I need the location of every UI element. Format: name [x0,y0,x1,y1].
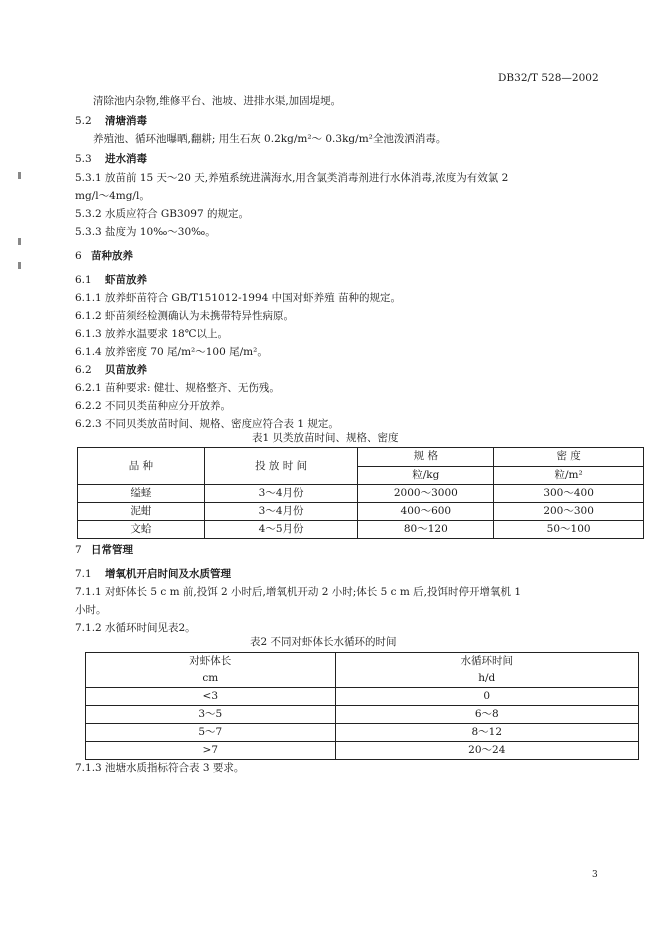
clause-6-1-3: 6.1.3 放养水温要求 18℃以上。 [75,328,228,340]
table-row [78,521,644,539]
table1-header-size: 规 格 [358,448,494,467]
heading-5-2: 5.2 清塘消毒 [75,115,147,127]
table2 [85,652,639,760]
table-cell: 50～100 [494,521,644,539]
clause-6-1-4: 6.1.4 放养密度 70 尾/m²～100 尾/m²。 [75,346,268,358]
heading-5-3: 5.3 进水消毒 [75,153,147,165]
table2-header-length-unit: cm [86,670,336,688]
table1-header-species: 品 种 [78,448,205,485]
paragraph: 养殖池、循环池曝晒,翻耕; 用生石灰 0.2kg/m²～ 0.3kg/m²全池泼洒消毒。 [93,133,447,145]
binding-mark [18,172,21,179]
table-cell: 80～120 [358,521,494,539]
heading-6: 6 苗种放养 [75,250,133,262]
table-cell: <3 [86,688,336,706]
table-cell: >7 [86,742,336,760]
clause-7-1-2: 7.1.2 水循环时间见表2。 [75,622,196,634]
clause-7-1-1: 7.1.1 对虾体长 5 c m 前,投饵 2 小时后,增氧机开动 2 小时;体长 5 c m 后,投饵时停开增氧机 1 [75,586,522,598]
table2-caption: 表2 不同对虾体长水循环的时间 [250,636,397,648]
page-number: 3 [592,870,598,880]
table-cell: 2000～3000 [358,485,494,503]
table2-header-length: 对虾体长 [86,653,336,671]
heading-7: 7 日常管理 [75,544,133,556]
heading-6-2: 6.2 贝苗放养 [75,364,147,376]
clause-5-3-2: 5.3.2 水质应符合 GB3097 的规定。 [75,208,250,220]
heading-6-1: 6.1 虾苗放养 [75,274,147,286]
table-cell: 8～12 [335,724,638,742]
table1-caption: 表1 贝类放苗时间、规格、密度 [252,432,399,444]
clause-6-1-1: 6.1.1 放养虾苗符合 GB/T151012-1994 中国对虾养殖 苗种的规定。 [75,292,402,304]
table1-header-time: 投 放 时 间 [204,448,358,485]
clause-5-3-1: 5.3.1 放苗前 15 天～20 天,养殖系统进满海水,用含氯类消毒剂进行水体消毒,浓度为有效氯 2 [75,172,509,184]
table-cell: 3～4月份 [204,485,358,503]
clause-6-2-1: 6.2.1 苗种要求: 健壮、规格整齐、无伤残。 [75,382,280,394]
table-cell: 0 [335,688,638,706]
binding-mark [18,262,21,269]
clause-6-1-2: 6.1.2 虾苗须经检测确认为未携带特异性病原。 [75,310,294,322]
table-cell: 泥蚶 [78,503,205,521]
table1 [77,447,644,539]
table-cell: 400～600 [358,503,494,521]
table-cell: 文蛤 [78,521,205,539]
clause-5-3-3: 5.3.3 盐度为 10‰～30‰。 [75,226,216,238]
paragraph: 清除池内杂物,维修平台、池坡、进排水渠,加固堤埂。 [93,95,342,107]
table-cell: 6～8 [335,706,638,724]
table-cell: 3～5 [86,706,336,724]
clause-6-2-2: 6.2.2 不同贝类苗种应分开放养。 [75,400,231,412]
heading-7-1: 7.1 增氧机开启时间及水质管理 [75,568,231,580]
table-row [78,503,644,521]
table-row [86,742,639,760]
clause-5-3-1-cont: mg/l～4mg/l。 [75,190,150,202]
clause-7-1-3: 7.1.3 池塘水质指标符合表 3 要求。 [75,762,245,774]
table-row [86,706,639,724]
table-cell: 缢蛏 [78,485,205,503]
table1-header-density-unit: 粒/m² [494,466,644,485]
table-cell: 5～7 [86,724,336,742]
table-cell: 3～4月份 [204,503,358,521]
clause-7-1-1-cont: 小时。 [75,604,107,616]
table1-header-density: 密 度 [494,448,644,467]
table-cell: 4～5月份 [204,521,358,539]
clause-6-2-3: 6.2.3 不同贝类放苗时间、规格、密度应符合表 1 规定。 [75,418,339,430]
table-cell: 300～400 [494,485,644,503]
binding-mark [18,238,21,245]
table-row [86,688,639,706]
table1-header-size-unit: 粒/kg [358,466,494,485]
table2-header-cycle: 水循环时间 [335,653,638,671]
table2-header-cycle-unit: h/d [335,670,638,688]
document-id: DB32/T 528—2002 [498,72,599,84]
table-cell: 200～300 [494,503,644,521]
table-row [86,724,639,742]
table-row [78,485,644,503]
table-cell: 20～24 [335,742,638,760]
